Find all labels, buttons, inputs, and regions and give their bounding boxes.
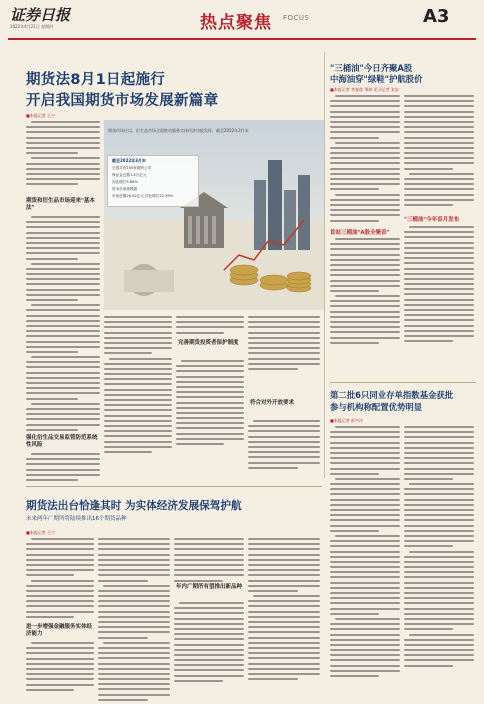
main-story-column-1b: [26, 216, 100, 434]
futures-illustration: [104, 120, 324, 310]
section-english: FOCUS: [283, 14, 310, 22]
bottom-subhead-2: 年内广期所有望推出新品种: [176, 584, 243, 590]
main-byline: ■本报记者 王宁: [26, 113, 56, 118]
illustration-graphic: [104, 120, 324, 310]
middle-subhead-1: 完善期货投资者保护制度: [178, 340, 239, 346]
stats-line-3: 同比增长5.86%: [112, 180, 138, 184]
header-rule: [8, 38, 476, 40]
main-headline-line1: 期货法8月1日起施行: [26, 72, 166, 88]
bottom-story-column-4: [248, 538, 320, 683]
right-story1-column-2: [404, 95, 474, 209]
bottom-story-column-3b: [174, 602, 244, 685]
right-story-divider: [330, 382, 476, 383]
right-story2-byline: ■本报记者 彭中洋: [330, 418, 364, 423]
bottom-story-column-3: [174, 538, 244, 585]
right-story2-title-line2: 参与机构称配置优势明显: [330, 402, 423, 412]
right-story2-column-1: [330, 426, 400, 680]
stats-line-5: 市场总额26.52亿元 同比增长22.39%: [112, 194, 174, 198]
right-story1-title-line2: 中海油穿"绿鞋"护航股价: [330, 74, 423, 84]
stats-line-4: 资本市场规模超: [112, 187, 138, 191]
illustration-caption: 期货市场应以、衍生品市场全面推动服务实体经济功能发挥，截至2022年3月末: [108, 128, 249, 133]
stats-line-2: 保证金总额1.4万亿元: [112, 173, 147, 177]
main-story-column-2: [104, 316, 172, 456]
right-story1-subhead-2: "三桶油"今年首月发布: [404, 217, 460, 223]
bottom-subhead-1: 进一步增强金融服务实体经济能力: [26, 624, 93, 637]
right-story1-column-1b: [330, 238, 400, 347]
bottom-story-headline: 期货法出台恰逢其时 为实体经济发展保驾护航: [26, 500, 242, 512]
page-number: A3: [423, 6, 450, 27]
main-subhead-1: 期货和衍生品市场迎来"基本法": [26, 198, 95, 211]
main-subhead-2: 强化衍生品交易监管防范系统性风险: [26, 435, 98, 448]
right-story1-column-2b: [404, 226, 474, 345]
bottom-story-divider: [26, 486, 322, 487]
middle-subhead-2: 符合对外开放要求: [250, 400, 295, 406]
bottom-story-column-2: [98, 538, 170, 704]
right-story1-title-line1: "三桶油"今日齐聚A股: [330, 63, 413, 73]
bottom-story-column-1: [26, 538, 94, 621]
section-title: 热点聚焦: [200, 13, 272, 33]
main-story-column-1c: [26, 453, 100, 484]
right-story1-column-1: [330, 95, 400, 225]
bottom-story-subtitle: 未来两年广期所将陆续推出16个期货品种: [26, 516, 127, 522]
right-story1-byline: ■本报记者 李春莲 邢萌 见习记者 张安: [330, 87, 399, 92]
bottom-story-column-1b: [26, 642, 94, 694]
main-story-column-1: [26, 121, 100, 188]
issue-date: 2022年4月21日 星期四: [10, 24, 54, 29]
paper-name: 证券日报: [10, 6, 71, 24]
right-story2-title-line1: 第二批6只同业存单指数基金获批: [330, 390, 454, 400]
main-story-column-4: [248, 316, 320, 373]
bottom-story-byline: ■本报记者 王宁: [26, 530, 56, 535]
right-story2-column-2: [404, 426, 474, 670]
stats-box-title: 截至2022年3月末: [112, 158, 146, 163]
main-headline-line2: 开启我国期货市场发展新篇章: [26, 93, 219, 109]
right-story1-subhead-1: 首站三桶油"A股全聚首": [330, 230, 390, 236]
stats-line-1: 全国共有150家期货公司: [112, 166, 152, 170]
main-story-column-3: [176, 316, 244, 337]
column-divider: [324, 52, 325, 478]
main-story-column-3b: [176, 360, 244, 448]
main-story-column-4b: [248, 420, 320, 472]
